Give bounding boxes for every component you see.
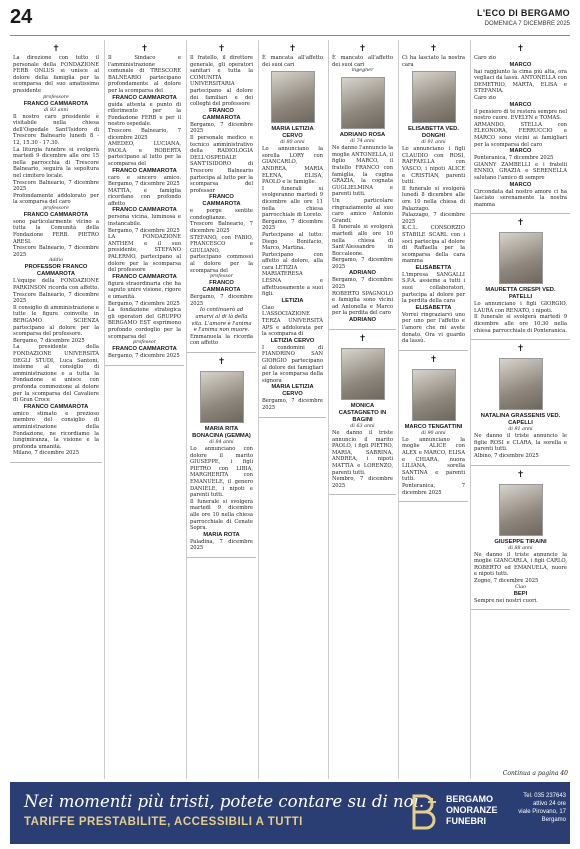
deceased-photo: [341, 77, 385, 129]
cross-icon: ✝: [516, 469, 525, 480]
notice-text: GIANNY ZAMBELLI e i fratelli ENNIO, GRAZIA e SERENELLA salutano l'amico di sempre: [474, 161, 567, 181]
notice-text: LA FONDAZIONE ANTHEM e il suo presidente, STEFANO PALERMO, partecipano al dolore per la scomparsa del professore: [108, 234, 181, 274]
notice-text: Ponteranica, 7 dicembre 2025: [402, 482, 465, 496]
cross-icon: ✝: [516, 344, 525, 355]
obituary-notice: [10, 40, 102, 463]
notice-text: Il personale medico e tecnico amministrativo della RADIOLOGIA DELL'OSPEDALE SANT'ISIDORO di Trescore Balneario partecipa al lutto per la scomparsa del professor: [190, 134, 253, 194]
notice-text: Bergamo, 7 dicembre 2025: [262, 218, 323, 232]
notice-text: È mancata all'affetto dei suoi cari: [262, 55, 323, 68]
deceased-photo: [271, 71, 315, 123]
notice-text: Il nostro caro presidente è visitabile nella chiesa dell'Ospedale Sant'Isidoro di Trescore Balneario lunedì 8 - 12, 15.30 - 17.30.: [13, 113, 99, 146]
notice-text: Trescore Balneario, 7 dicembre 2025: [13, 179, 99, 193]
notice-text: Un particolare ringraziamento al suo caro amico Antonio Grandi.: [332, 197, 393, 224]
notice-text: Lo annunciano la moglie ALICE con ALEX e MARCO, ELISA e CHIARA, nuora LILIANA, sorella SANTINA e parenti tutti.: [402, 436, 465, 483]
notice-text: ARMANDO, STELLA con ELEONORA, FERRUCCIO e MARCO sono vicini ai famigliari per la scomparsa del caro: [474, 121, 567, 148]
deceased-age: di 88 anni: [508, 545, 533, 551]
deceased-name: ELISABETTA: [415, 304, 452, 311]
deceased-name: FRANCO CAMMAROTA: [23, 100, 89, 107]
notice-text: Ne danno il triste annuncio il marito PAOLO, i figli PIETRO, MARIA, SABRINA, ANDREA, i nipoti MATTIA e LORENZO, parenti tutti.: [332, 430, 393, 476]
notice-text: Ponteranica, 7 dicembre 2025: [474, 155, 554, 162]
obituary-notice: [399, 351, 468, 502]
notice-text: Zogno, 7 dicembre 2025: [474, 578, 539, 584]
notice-text: Bergamo, 7 dicembre 2025: [108, 227, 180, 234]
notice-text: Nembro, 7 dicembre 2025: [332, 476, 393, 489]
notice-text: La liturgia funebre si svolgerà martedì 9 dicembre alle ore 15 nella parrocchia di Trescore Balneario, seguirà la sepoltura nel cimitero locale.: [13, 146, 99, 179]
deceased-name: MARCO TENGATTINI: [404, 423, 463, 430]
notice-text: Milano, 7 dicembre 2025: [13, 450, 80, 457]
notice-text: Caro zio: [474, 94, 496, 101]
notice-text: Bergamo, 7 dicembre 2025: [332, 257, 393, 270]
cross-icon: ✝: [358, 334, 367, 345]
obituary-notice: [471, 214, 570, 340]
notice-text: Bergamo, 7 dicembre 2025: [108, 353, 180, 360]
deceased-age: di 90 anni: [421, 430, 446, 436]
deceased-photo: [499, 358, 543, 410]
column-7: [470, 40, 570, 779]
obituary-notice: [187, 353, 256, 558]
notice-text: Bergamo, 7 dicembre 2025: [190, 294, 253, 307]
deceased-name: FRANCO CAMMAROTA: [202, 194, 241, 208]
deceased-name: GIUSEPPE TIRAINI: [494, 538, 547, 545]
deceased-name: FRANCO CAMMAROTA: [202, 107, 241, 121]
notice-text: Lo annunciano con dolore il marito GIUSEPPE, i figli PIETRO con LIBIA, MARGHERITA con EMANUELE, il genero DANIELE, i nipoti e parenti tutti.: [190, 445, 253, 499]
notice-text: Lo annunciano i figli GIORGIO, LAURA con RENATO, i nipoti.: [474, 301, 567, 314]
deceased-name: ADRIANO ROSA: [339, 132, 386, 139]
notice-text: Ciao: [262, 304, 274, 311]
notice-text: K.C.L. CONSORZIO STABILE SCARL con i soci partecipa al dolore di Raffaella per la scomparsa della cara mamma: [402, 225, 465, 265]
deceased-photo: [499, 484, 543, 536]
obituary-notice: [471, 466, 570, 611]
deceased-title: professore: [43, 205, 69, 211]
obituary-notice: [471, 40, 570, 214]
cross-icon: ✝: [52, 44, 60, 54]
notice-text: La fondazione strategica gli operatori del GRUPPO BERGAMO EST esprimono profondo cordoglio per la scomparsa del: [108, 307, 181, 340]
notice-text: Sempre nei nostri cuori.: [474, 597, 538, 604]
notice-text: AMEDEO, LUCIANA, PAOLA e ROBERTA partecipano al lutto per la scomparsa del: [108, 141, 181, 167]
notice-text: Trescore Balneario, 7 dicembre 2025: [13, 245, 99, 258]
column-3: [186, 40, 256, 779]
notice-text: Partecipano al lutto: Diego Bonifacio, Marco, Martina.: [262, 231, 323, 252]
notice-text: L'ASSOCIAZIONE TERZA UNIVERSITÀ APS e addolorata per la scomparsa di: [262, 311, 323, 338]
notice-text: Vorrei ringraziarvi uno per uno per l'affetto e l'amore che mi avete donato. Ora vi guardo da lassù.: [402, 311, 465, 345]
deceased-age: di 74 anni: [350, 139, 375, 145]
notice-text: Bergamo, 7 dicembre 2025: [262, 398, 323, 411]
notice-text: La presidente della FONDAZIONE UNIVERSITÀ DEGLI STUDI, Luca Santoni, insieme al consiglio di amministrazione e a tutta la Fondazione si unisce con profonda commozione al dolore per la scomparsa del Cavaliere di Gran Croce: [13, 344, 99, 404]
notice-text: Palazzago, 7 dicembre 2025: [402, 212, 465, 225]
notice-text: e porge sentite condoglianze.: [190, 208, 253, 221]
deceased-name: MARCO: [509, 181, 532, 188]
deceased-photo: [200, 371, 244, 423]
notice-text: Il funerale si svolgerà martedì 9 dicembre alle ore 10 nella chiesa parrocchiale di Cenate Sopra.: [190, 498, 253, 532]
ad-contact: [516, 792, 566, 824]
deceased-name: LETIZIA CERVO: [270, 337, 315, 344]
notice-text: Il funerale si svolgerà martedì 9 dicembre alle ore 10.30 nella chiesa parrocchiale di Ponteranica.: [474, 314, 567, 334]
deceased-name: MARCO: [509, 101, 532, 108]
notice-text: Lo annunciano i figli CLAUDIO con ROSI, RAFFAELLA con VASCO, i nipoti ALICE e CRISTIAN, parenti tutti.: [402, 146, 465, 186]
notice-text: Paladina, 7 dicembre 2025: [190, 538, 253, 552]
brand-line-3: FUNEBRI: [446, 816, 486, 826]
memorial-quote: Io continuerò ad amarvi al di là della vita. L'amore è l'anima e l'anima non muore.: [191, 307, 252, 334]
deceased-photo: [341, 348, 385, 400]
notice-text: guida attenta e punto di riferimento per la Fondazione FERB e per il nostro ospedale.: [108, 101, 181, 128]
notice-text: Il consiglio di amministrazione e tutte le figure coinvolte in BERGAMO SCIENZA partecipano al dolore per la scomparsa del professore.: [13, 304, 99, 338]
deceased-name: FRANCO CAMMAROTA: [23, 211, 89, 218]
column-4: [258, 40, 326, 779]
deceased-age: di 63 anni: [350, 424, 375, 430]
column-5: [328, 40, 396, 779]
notice-text: Il fratello, il direttore generale, gli operatori sanitari e tutta la COMUNITÀ UNIVERSITARIA partecipano al dolore dei familiari e dei colleghi del professore: [190, 55, 253, 108]
obituary-notice: [329, 330, 396, 495]
notice-text: Circondata dal nostro amore ci ha lasciato serenamente la nostra mamma: [474, 188, 567, 208]
notice-text: Lo annunciano la sorella LORY con GIANCARLO, ANDREA, MARIA ELENA, ELISA, PAOLO e le famiglie.: [262, 146, 323, 186]
deceased-name: ELISABETTA: [415, 264, 452, 271]
ad-hours: attivo 24 ore: [532, 801, 566, 807]
deceased-name: FRANCO CAMMAROTA: [112, 167, 177, 174]
notice-text: Caro zio: [474, 55, 496, 61]
column-6: [398, 40, 468, 779]
notice-text: MATTIA, e famiglia ricordano con profondo affetto: [108, 187, 181, 207]
notice-text: Trescore Balneario, 7 dicembre 2025: [108, 127, 181, 141]
obituary-notice: [259, 40, 326, 418]
deceased-photo: [499, 232, 543, 284]
ad-slogan: Nei momenti più tristi, potete contare su di noi.: [24, 792, 425, 811]
deceased-age: di 91 anni: [421, 140, 446, 146]
notice-text: Bergamo, 7 dicembre 2025: [332, 277, 393, 291]
notice-text: Il funerale si svolgerà martedì alle ore 10 nella chiesa di Sant'Alessandro in Boccaleone.: [332, 224, 393, 257]
notice-text: Emmanuela la ricorda con affetto: [190, 333, 253, 347]
page-number: 24: [10, 6, 33, 28]
cross-icon: ✝: [140, 44, 149, 54]
notice-text: Ne danno l'annuncio la moglie ANTONELLA, il figlio MARCO, il fratello FRANCO con famiglia, la cugina GRAZIA, la cognata GUGLIELMINA e parenti tutti.: [332, 145, 393, 198]
issue-date: DOMENICA 7 DICEMBRE 2025: [484, 21, 570, 27]
continued-label: Continua a pagina 40: [502, 770, 568, 777]
ad-city: Bergamo: [541, 817, 566, 823]
obituary-notice: [105, 40, 184, 366]
notice-text: sono particolarmente vicino a tutta la Comunità della Fondazione FERB. PIETRO ARESI.: [13, 218, 99, 245]
notice-text: figura straordinaria che ha saputo unire visione, rigore e umanità.: [108, 280, 181, 300]
deceased-name: LETIZIA: [281, 297, 304, 304]
notice-text: hai raggiunto la cima più alta, ora vegliaci da lassù. ANTONELLA con DEMETRIO, MARTA, ELISA e STEFANIA.: [474, 68, 567, 95]
deceased-name: MARIA ROTA: [203, 531, 240, 538]
notice-text: L'impresa SANGALLI S.P.A. assieme a tutti i suoi collaboratori, partecipa al dolore per la perdita della cara: [402, 271, 465, 305]
notice-text: Il Sindaco e l'amministrazione comunale di TRESCORE BALNEARIO partecipano profondamente al dolore per la scomparsa del: [108, 55, 181, 94]
page-header: [10, 6, 570, 36]
notice-text: Trescore Balneario, 7 dicembre 2025: [190, 221, 253, 235]
deceased-name: MAURETTA CRESPI VED. PATELLI: [485, 287, 556, 301]
notice-text: Bergamo, 7 dicembre 2025: [13, 337, 85, 344]
notice-text: Albino, 7 dicembre 2025: [474, 453, 539, 460]
deceased-age: di 83 anni: [43, 107, 69, 113]
deceased-photo: [412, 71, 456, 123]
column-1: [10, 40, 102, 779]
deceased-name: FRANCO CAMMAROTA: [202, 280, 241, 294]
cross-icon: ✝: [288, 44, 297, 54]
deceased-name: MARCO: [509, 61, 532, 68]
deceased-title: Ciao: [515, 584, 526, 590]
notice-text: MARIATERESA LESNA e affettuosamente a suoi figli.: [262, 271, 323, 298]
brand-line-2: ONORANZE: [446, 805, 498, 815]
deceased-name: MARIA LETIZIA CERVO: [271, 126, 314, 140]
deceased-photo: [412, 369, 456, 421]
cross-icon: ✝: [516, 44, 525, 54]
funeral-home-logo-icon: [410, 794, 440, 830]
cross-icon: ✝: [358, 44, 367, 54]
deceased-name: ADRIANO: [348, 317, 377, 324]
cross-icon: ✝: [217, 44, 226, 54]
deceased-title: professore: [43, 94, 69, 100]
cross-icon: ✝: [217, 356, 226, 367]
notice-text: il pensiero di te resterà sempre nel nostro cuore. EVELYN e TOMAS.: [474, 108, 567, 122]
deceased-name: BEPI: [513, 590, 528, 597]
cross-icon: ✝: [429, 354, 438, 365]
deceased-title: Addio: [48, 258, 64, 264]
advertisement-banner: [10, 782, 570, 844]
newspaper-name: L'ECO DI BERGAMO: [477, 8, 570, 18]
notice-text: STEFANO, con FABIO, FRANCESCO e GIULIANO, partecipano commossi al dolore per la scomparsa del: [190, 234, 253, 274]
deceased-title: professor: [210, 274, 233, 280]
notice-text: Bergamo, 7 dicembre 2025: [108, 300, 180, 307]
deceased-name: ELISABETTA VED. DONGHI: [408, 126, 459, 140]
notice-text: Partecipano con affetto al dolore, alla cara LETIZIA: [262, 251, 323, 271]
column-2: [104, 40, 184, 779]
deceased-age: di 84 anni: [209, 439, 234, 445]
notice-text: Ne danno il triste annuncio le figlie ROSI e CLARA, la sorella e parenti tutti.: [474, 433, 567, 453]
notice-text: I condomini di FIANDRINO SAN GIORGIO partecipano al dolore dei famigliari per la scomparsa della signora: [262, 344, 323, 384]
deceased-name: MARCO: [509, 148, 532, 155]
notice-text: I funerali si svolgeranno martedì 9 dicembre alle ore 11 nella chiesa parrocchiale di Loreto.: [262, 185, 323, 219]
cross-icon: ✝: [516, 218, 525, 229]
obituary-notice: [187, 40, 256, 353]
notice-text: ROBERTO SPAGNOLO e famiglia sono vicini ad Antonella e Marco per la perdita del caro: [332, 290, 393, 317]
deceased-name: MONICA CASTAGNETO IN BAGINI: [338, 403, 387, 424]
obituary-notice: [471, 340, 570, 465]
deceased-name: MARIA LETIZIA CERVO: [271, 384, 314, 398]
ad-address: viale Pirovano, 17: [518, 809, 566, 815]
deceased-name: NATALINA GRASSENIS VED. CAPELLI: [480, 413, 561, 427]
notice-text: La direzione con tutto il personale della FONDAZIONE FERB ONLUS si unisce al dolore della famiglia per la scomparsa del suo amatissimo presidente: [13, 55, 99, 94]
deceased-name: PROFESSOR FRANCO CAMMAROTA: [24, 264, 88, 278]
notice-text: Ne danno il triste annuncio la moglie GIANCARLA, i figli CARLO, ROBERTO ed EMANUELA, nuore e nipoti tutti.: [474, 551, 567, 578]
notice-text: caro e sincero amico. Bergamo, 7 dicembre 2025: [108, 174, 181, 188]
notice-text: Il funerale si svolgerà lunedì 8 dicembre alle ore 10 nella chiesa di Palazzago.: [402, 185, 465, 212]
deceased-title: professor: [133, 340, 156, 346]
deceased-name: FRANCO CAMMAROTA: [112, 207, 177, 214]
notice-text: Profondamente addolorato per la scomparsa del caro: [13, 192, 99, 206]
brand-line-1: BERGAMO: [446, 794, 493, 804]
deceased-name: MARIA RITA BONACINA (GEMMA): [192, 425, 251, 439]
deceased-name: ADRIANO: [348, 270, 377, 277]
obituary-notice: [399, 40, 468, 351]
ad-phone: Tel. 035 237643: [523, 793, 566, 799]
notice-text: persona vicina, luminosa e instancabile.: [108, 214, 181, 228]
notice-text: Ci ha lasciato la nostra cara: [402, 55, 465, 68]
deceased-name: FRANCO CAMMAROTA: [112, 94, 177, 101]
deceased-age: di 80 anni: [280, 140, 305, 146]
ad-brand: [446, 794, 498, 827]
deceased-name: FRANCO CAMMAROTA: [112, 346, 177, 353]
deceased-name: FRANCO CAMMAROTA: [112, 273, 177, 280]
notice-text: amico stimato e prezioso membro del consiglio di amministrazione della Fondazione, ne ricordiamo la lungimiranza, la visione e la profonda umanità.: [13, 410, 99, 450]
notice-text: L'équipe della FONDAZIONE PARKINSON ricorda con affetto. Trescore Balneario, 7 dicembre 2025: [13, 278, 99, 305]
ad-tariff: TARIFFE PRESTABILITE, ACCESSIBILI A TUTTI: [24, 816, 303, 828]
deceased-name: FRANCO CAMMAROTA: [23, 403, 89, 410]
deceased-age: di 91 anni: [508, 427, 533, 433]
notice-text: È mancato all'affetto dei suoi cari: [332, 55, 393, 68]
obituary-notice: [329, 40, 396, 330]
cross-icon: ✝: [429, 44, 438, 54]
deceased-title: ingegner: [351, 68, 374, 74]
notice-text: Bergamo, 7 dicembre 2025: [190, 121, 253, 135]
